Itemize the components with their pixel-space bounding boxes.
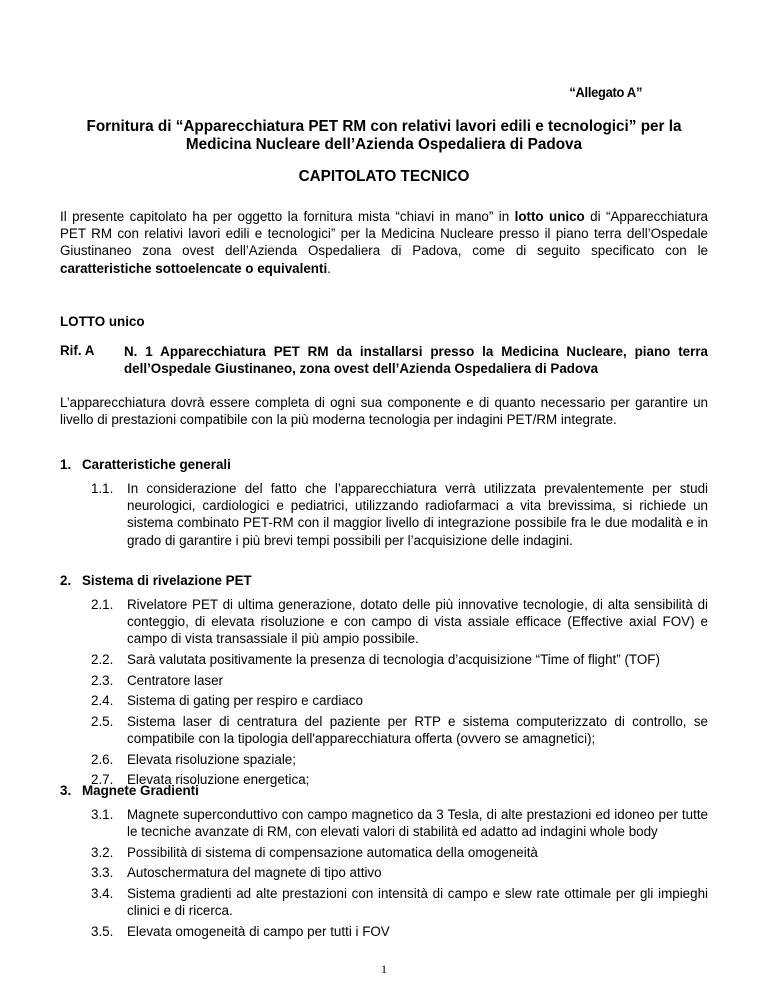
- section-number: 1.: [60, 457, 72, 472]
- item-text: Centratore laser: [127, 672, 224, 688]
- item-number: 3.4.: [91, 885, 114, 901]
- list-item: [91, 864, 708, 881]
- list-item: [91, 480, 708, 549]
- list-item: [91, 806, 708, 840]
- item-text: Autoschermatura del magnete di tipo attivo: [127, 865, 382, 881]
- item-number: 1.1.: [91, 481, 114, 496]
- section-title: Caratteristiche generali: [82, 457, 231, 472]
- item-number: 2.6.: [91, 751, 114, 767]
- section-number: 2.: [60, 573, 72, 588]
- item-text: Elevata risoluzione spaziale;: [127, 751, 296, 767]
- item-number: 3.2.: [91, 844, 114, 860]
- item-number: 2.3.: [91, 672, 114, 688]
- item-text: Magnete superconduttivo con campo magnetico da 3 Tesla, di alte prestazioni ed idoneo per tutte le tecniche avanzate di RM, con elevati valori di stabilità ed adatto ad indagini whole body: [127, 807, 708, 840]
- list-item: [91, 844, 708, 861]
- list-item: [91, 672, 708, 689]
- item-text: Elevata omogeneità di campo per tutti i FOV: [127, 923, 390, 939]
- item-text: Sistema di gating per respiro e cardiaco: [127, 693, 363, 709]
- lotto-heading: LOTTO unico: [60, 314, 145, 329]
- item-text: Sistema laser di centratura del paziente per RTP e sistema computerizzato di controllo, se compatibile con la tipologia dell'apparecchiatura offerta (ovvero se amagnetici);: [127, 713, 708, 746]
- list-item: [91, 596, 708, 648]
- item-number: 3.1.: [91, 807, 114, 822]
- item-number: 2.2.: [91, 652, 114, 667]
- list-item: [91, 885, 708, 919]
- item-number: 2.7.: [91, 772, 114, 788]
- section-title: Magnete Gradienti: [82, 783, 199, 798]
- item-text: In considerazione del fatto che l’apparecchiatura verrà utilizzata prevalentemente per studi neurologici, cardiologici e pediatrici, utilizzando radiofarmaci a vita brevissima, si richiede un sistema combinato PET-RM con il maggior livello di integrazione possibile fra le due modalità e in grado di garantire i più brevi tempi possibili per l’acquisizione delle indagini.: [127, 481, 708, 548]
- list-item: [91, 923, 708, 940]
- document-title: Fornitura di “Apparecchiatura PET RM con relativi lavori edili e tecnologici” per la Medicina Nucleare dell’Azienda Ospedaliera di Padova: [86, 118, 682, 153]
- item-number: 3.3.: [91, 865, 114, 881]
- section-heading: [60, 457, 231, 472]
- section-title: Sistema di rivelazione PET: [82, 573, 252, 588]
- document-subtitle: CAPITOLATO TECNICO: [298, 168, 470, 185]
- section-heading: [60, 573, 252, 588]
- list-item: [91, 751, 708, 768]
- intro-text-2: di “Apparecchiatura PET RM con relativi lavori edili e tecnologici” per la Medicina Nucleare presso il piano terra dell’Ospedale Giustinaneo zona ovest dell’Azienda Ospedaliera di Padova, come di seguito specificato con le: [60, 209, 708, 259]
- item-text: Rivelatore PET di ultima generazione, dotato delle più innovative tecnologie, di alta sensibilità di conteggio, di elevata risoluzione e con campo di vista assiale efficace (Effective axial FOV) e campo di vista transassiale il più ampio possibile.: [127, 597, 708, 647]
- item-number: 2.1.: [91, 597, 114, 612]
- intro-text-1: Il presente capitolato ha per oggetto la fornitura mista “chiavi in mano” in: [60, 209, 515, 224]
- list-item: [91, 651, 708, 668]
- list-item: [91, 713, 708, 747]
- intro-bold-2: caratteristiche sottoelencate o equivalenti: [60, 260, 328, 276]
- section-number: 3.: [60, 783, 72, 798]
- section-items: [91, 480, 708, 552]
- item-text: Elevata risoluzione energetica;: [127, 772, 310, 788]
- item-text: Sistema gradienti ad alte prestazioni con intensità di campo e slew rate ottimale per gli impieghi clinici e di ricerca.: [127, 885, 708, 919]
- intro-text-3: .: [327, 260, 331, 276]
- rif-label: Rif. A: [60, 343, 95, 358]
- section-items: [91, 596, 708, 792]
- list-item: [91, 692, 708, 709]
- section-items: [91, 806, 708, 943]
- description-paragraph: L’apparecchiatura dovrà essere completa di ogni sua componente e di quanto necessario per garantire un livello di prestazioni compatibile con la più moderna tecnologia per indagini PET/RM integrate.: [60, 395, 708, 428]
- section-heading: [60, 783, 199, 798]
- item-number: 3.5.: [91, 923, 114, 939]
- item-number: 2.5.: [91, 713, 114, 729]
- item-text: Possibilità di sistema di compensazione automatica della omogeneità: [127, 844, 538, 860]
- intro-paragraph: [60, 208, 708, 277]
- rif-text: N. 1 Apparecchiatura PET RM da installarsi presso la Medicina Nucleare, piano terra dell’Ospedale Giustinaneo, zona ovest dell’Azienda Ospedaliera di Padova: [124, 344, 708, 377]
- page-number: 1: [381, 962, 387, 976]
- intro-bold-1: lotto unico: [514, 209, 585, 224]
- item-number: 2.4.: [91, 693, 114, 709]
- allegato-label: “Allegato A”: [569, 84, 642, 100]
- item-text: Sarà valutata positivamente la presenza di tecnologia d’acquisizione “Time of flight” (TOF): [127, 652, 660, 667]
